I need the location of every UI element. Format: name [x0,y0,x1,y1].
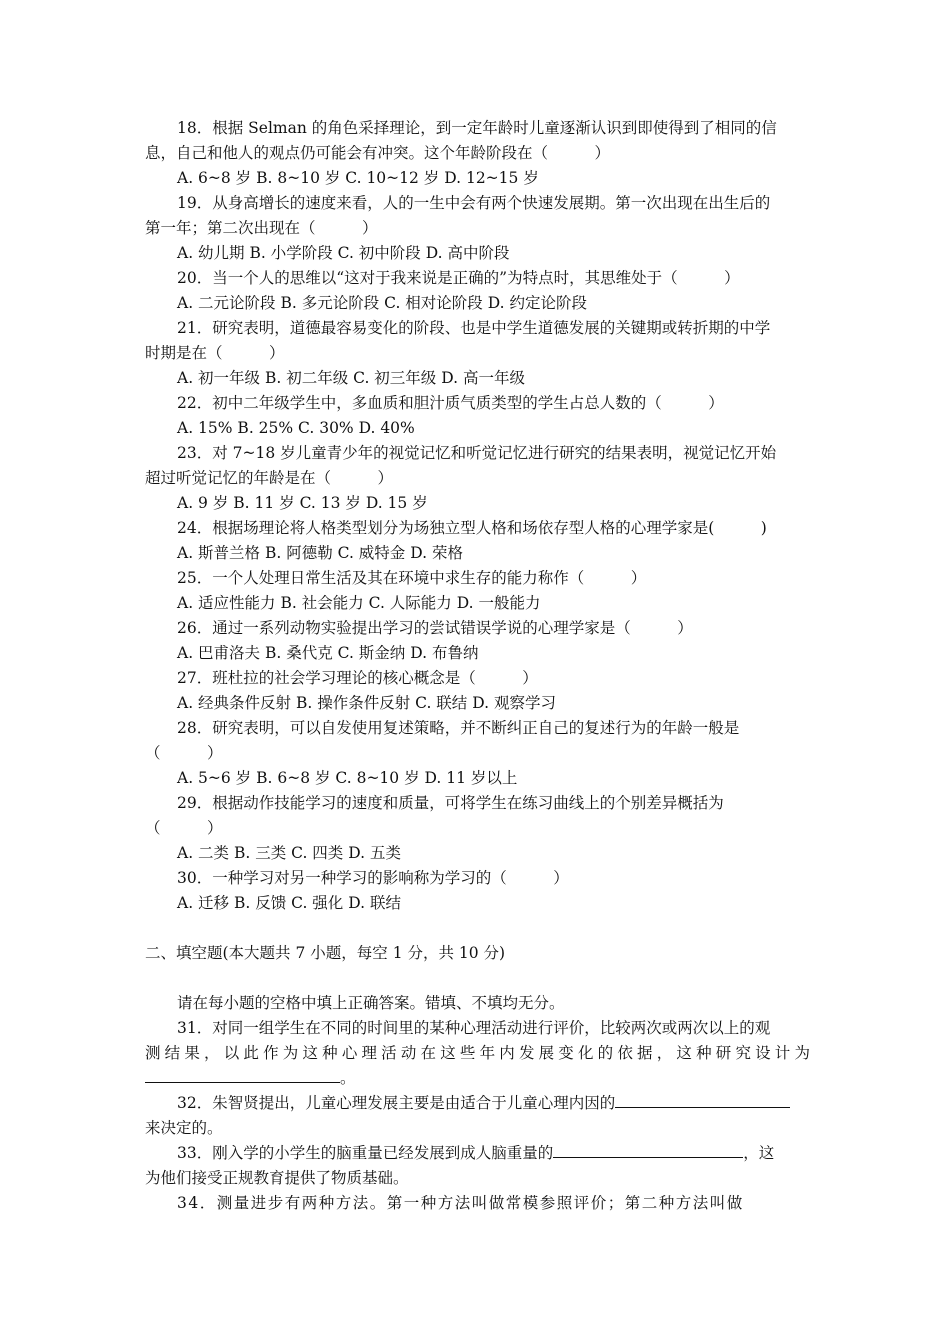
question-options: A. 二类 B. 三类 C. 四类 D. 五类 [177,844,401,862]
question-stem-cont: 第一年；第二次出现在（ ） [145,219,378,237]
question-stem: 32．朱智贤提出，儿童心理发展主要是由适合于儿童心理内因的 [177,1094,616,1112]
section-title: 二、填空题(本大题共 7 小题，每空 1 分，共 10 分) [145,944,506,962]
question-stem: 19．从身高增长的速度来看，人的一生中会有两个快速发展期。第一次出现在出生后的 [177,194,771,212]
question-21 [145,316,810,391]
question-stem-cont: 超过听觉记忆的年龄是在（ ） [145,469,394,487]
question-options: A. 适应性能力 B. 社会能力 C. 人际能力 D. 一般能力 [177,594,541,612]
question-22 [145,391,810,441]
question-blank-line [145,1066,810,1091]
question-stem: 22．初中二年级学生中，多血质和胆汁质气质类型的学生占总人数的（ ） [177,394,724,412]
question-34 [145,1191,810,1216]
question-stem: 33．刚入学的小学生的脑重量已经发展到成人脑重量的 [177,1144,554,1162]
question-stem-cont: （ ） [145,744,223,762]
question-options: A. 9 岁 B. 11 岁 C. 13 岁 D. 15 岁 [177,494,428,512]
question-stem: 24．根据场理论将人格类型划分为场独立型人格和场依存型人格的心理学家是( ) [177,519,767,537]
question-stem-cont: 来决定的。 [145,1119,223,1137]
question-options: A. 幼儿期 B. 小学阶段 C. 初中阶段 D. 高中阶段 [177,244,510,262]
question-27 [145,666,810,716]
question-18 [145,116,810,191]
exam-page [145,116,810,1216]
question-stem-end: ，这 [743,1144,775,1162]
question-options: A. 15% B. 25% C. 30% D. 40% [177,419,415,437]
question-options: A. 二元论阶段 B. 多元论阶段 C. 相对论阶段 D. 约定论阶段 [177,294,587,312]
question-options: A. 迁移 B. 反馈 C. 强化 D. 联结 [177,894,401,912]
question-stem-cont: 为他们接受正规教育提供了物质基础。 [145,1169,409,1187]
question-30 [145,866,810,916]
question-stem: 20．当一个人的思维以“这对于我来说是正确的”为特点时，其思维处于（ ） [177,269,740,287]
question-stem-cont: 时期是在（ ） [145,344,285,362]
question-stem: 18．根据 Selman 的角色采择理论，到一定年龄时儿童逐渐认识到即使得到了相同的信 [177,119,777,137]
question-stem: 23．对 7~18 岁儿童青少年的视觉记忆和听觉记忆进行研究的结果表明，视觉记忆开始 [177,444,777,462]
question-stem-cont: 测结果，以此作为这种心理活动在这些年内发展变化的依据，这种研究设计为 [145,1044,810,1062]
question-stem-end: 。 [340,1069,356,1087]
question-23 [145,441,810,516]
question-stem: 28．研究表明，可以自发使用复述策略，并不断纠正自己的复述行为的年龄一般是 [177,719,740,737]
question-29 [145,791,810,866]
answer-blank[interactable] [615,1091,790,1108]
question-28 [145,716,810,791]
question-options: A. 斯普兰格 B. 阿德勒 C. 威特金 D. 荣格 [177,544,463,562]
question-20 [145,266,810,316]
question-options: A. 巴甫洛夫 B. 桑代克 C. 斯金纳 D. 布鲁纳 [177,644,479,662]
question-25 [145,566,810,616]
question-stem-line [145,1091,810,1116]
question-24 [145,516,810,566]
question-stem: 25．一个人处理日常生活及其在环境中求生存的能力称作（ ） [177,569,647,587]
section-instruction: 请在每小题的空格中填上正确答案。错填、不填均无分。 [177,994,565,1012]
question-stem-line [145,1141,810,1166]
question-options: A. 经典条件反射 B. 操作条件反射 C. 联结 D. 观察学习 [177,694,556,712]
answer-blank[interactable] [553,1141,743,1158]
question-options: A. 初一年级 B. 初二年级 C. 初三年级 D. 高一年级 [177,369,525,387]
question-stem-cont: （ ） [145,819,223,837]
question-32 [145,1091,810,1141]
question-stem: 27．班杜拉的社会学习理论的核心概念是（ ） [177,669,538,687]
question-options: A. 5~6 岁 B. 6~8 岁 C. 8~10 岁 D. 11 岁以上 [177,769,518,787]
question-stem: 34．测量进步有两种方法。第一种方法叫做常模参照评价；第二种方法叫做 [177,1194,744,1212]
question-stem: 30．一种学习对另一种学习的影响称为学习的（ ） [177,869,569,887]
question-33 [145,1141,810,1191]
question-19 [145,191,810,266]
question-stem: 26．通过一系列动物实验提出学习的尝试错误学说的心理学家是（ ） [177,619,693,637]
question-stem: 31．对同一组学生在不同的时间里的某种心理活动进行评价，比较两次或两次以上的观 [177,1019,771,1037]
question-options: A. 6~8 岁 B. 8~10 岁 C. 10~12 岁 D. 12~15 岁 [177,169,539,187]
question-26 [145,616,810,666]
answer-blank[interactable] [145,1066,340,1083]
question-stem: 21．研究表明，道德最容易变化的阶段、也是中学生道德发展的关键期或转折期的中学 [177,319,771,337]
question-stem: 29．根据动作技能学习的速度和质量，可将学生在练习曲线上的个别差异概括为 [177,794,724,812]
question-31 [145,1016,810,1091]
question-stem-cont: 息，自己和他人的观点仍可能会有冲突。这个年龄阶段在（ ） [145,144,611,162]
